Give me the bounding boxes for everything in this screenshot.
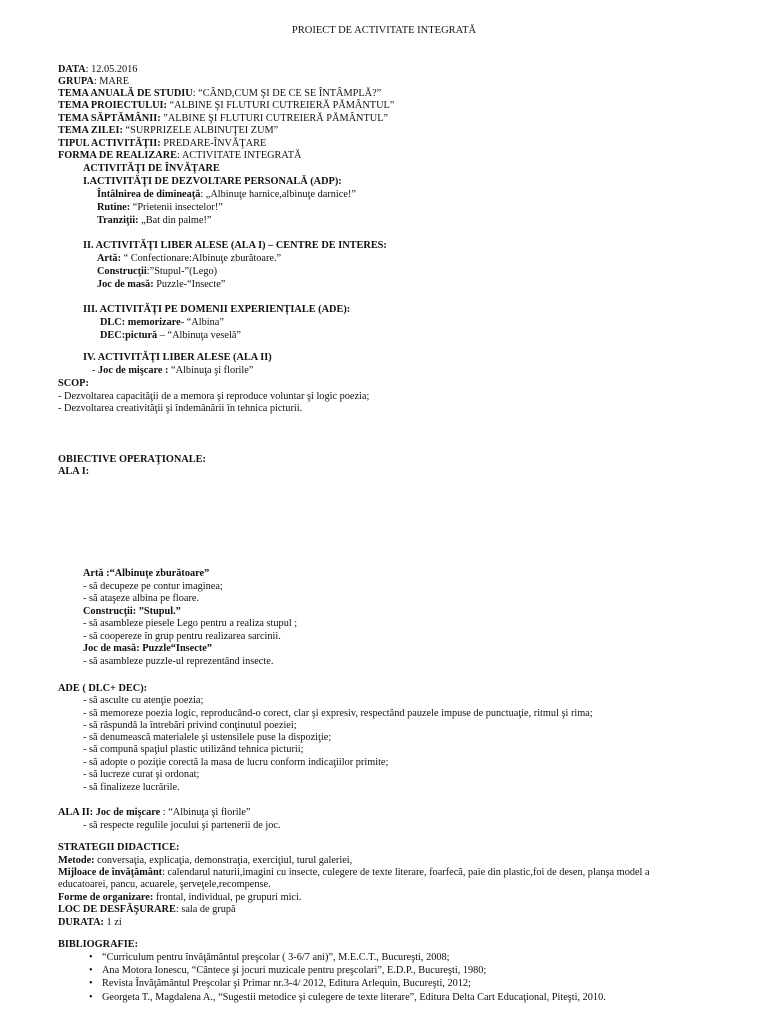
adp-item: Întâlnirea de dimineaţă: „Albinuţe harnice,albinuţe darnice!”: [97, 189, 356, 200]
ade-objective-line: - să compună spaţiul plastic utilizând tehnica picturii;: [83, 744, 304, 755]
header-tema-proiectului: TEMA PROIECTULUI: “ALBINE ŞI FLUTURI CUTREIERĂ PĂMÂNTUL”: [58, 100, 395, 111]
document-title: PROIECT DE ACTIVITATE INTEGRATĂ: [291, 25, 477, 36]
ade-objectives-heading: ADE ( DLC+ DEC):: [58, 683, 148, 694]
adp-heading: I.ACTIVITĂŢI DE DEZVOLTARE PERSONALĂ (ADP):: [83, 176, 342, 187]
objectives-heading: OBIECTIVE OPERAŢIONALE:: [58, 454, 206, 465]
ade-objective-line: - să răspundă la întrebări privind conţinutul poeziei;: [83, 720, 297, 731]
ala2-heading: IV. ACTIVITĂŢI LIBER ALESE (ALA II): [83, 352, 272, 363]
adp-item: Rutine: “Prietenii insectelor!”: [97, 202, 223, 213]
objective-line: - să asambleze piesele Lego pentru a realiza stupul ;: [83, 618, 298, 629]
header-tema-saptamanii: TEMA SĂPTĂMÂNII: ”ALBINE ŞI FLUTURI CUTREIERĂ PĂMÂNTUL”: [58, 113, 389, 124]
header-forma-realizare: FORMA DE REALIZARE: ACTIVITATE INTEGRATĂ: [58, 150, 302, 161]
ade-objective-line: - să finalizeze lucrările.: [83, 782, 180, 793]
objective-line: - să decupeze pe contur imaginea;: [83, 581, 223, 592]
strategies-metode: Metode: conversaţia, explicaţia, demonstraţia, exerciţiul, turul galeriei,: [58, 855, 353, 866]
objective-line: - să asambleze puzzle-ul reprezentând insecte.: [83, 656, 274, 667]
header-date: DATA: 12.05.2016: [58, 64, 138, 75]
header-tipul-activitatii: TIPUL ACTIVITĂŢII: PREDARE-ÎNVĂŢARE: [58, 138, 267, 149]
ade-heading: III. ACTIVITĂŢI PE DOMENII EXPERIENŢIALE (ADE):: [83, 304, 351, 315]
strategies-mijloace-cont: educatoarei, pancu, acuarele, şerveţele,recompense.: [58, 879, 271, 890]
objective-line: - să coopereze în grup pentru realizarea sarcinii.: [83, 631, 281, 642]
ade-objective-line: - să lucreze curat şi ordonat;: [83, 769, 200, 780]
ala1-item: Construcţii:”Stupul-”(Lego): [97, 266, 218, 277]
ala-i-label: ALA I:: [58, 466, 90, 477]
header-tema-anuala: TEMA ANUALĂ DE STUDIU: “CÂND,CUM ŞI DE CE SE ÎNTÂMPLĂ?”: [58, 88, 382, 99]
scop-line: - Dezvoltarea capacităţii de a memora şi reproduce voluntar şi logic poezia;: [58, 391, 370, 402]
ade-objective-line: - să adopte o poziţie corectă la masa de lucru conform indicaţiilor primite;: [83, 757, 389, 768]
objective-title: Joc de masă: Puzzle“Insecte”: [83, 643, 212, 654]
ade-objective-line: - să asculte cu atenţie poezia;: [83, 695, 204, 706]
strategies-mijloace: Mijloace de învăţământ: calendarul naturii,imagini cu insecte, culegere de texte literare, foarfecă, paie din plastic,foi de desen, planşa model a: [58, 867, 650, 878]
ade-objective-line: - să denumească materialele şi ustensilele puse la dispoziţie;: [83, 732, 332, 743]
strategies-durata: DURATA: 1 zi: [58, 917, 122, 928]
ala2-objective-line: - să respecte regulile jocului şi partenerii de joc.: [83, 820, 281, 831]
ala2-objective-heading: ALA II: Joc de mişcare : “Albinuţa şi florile”: [58, 807, 251, 818]
objective-title: Construcţii: ”Stupul.”: [83, 606, 181, 617]
header-tema-zilei: TEMA ZILEI: “SURPRIZELE ALBINUŢEI ZUM”: [58, 125, 279, 136]
ala1-item: Artă: “ Confectionare:Albinuţe zburătoare.”: [97, 253, 282, 264]
ade-item: DLC: memorizare- “Albina”: [100, 317, 224, 328]
ala2-item: - Joc de mişcare : “Albinuţa şi florile”: [92, 365, 254, 376]
bibliography-item: • Ana Motora Ionescu, “Cântece şi jocuri muzicale pentru preşcolari”, E.D.P., Bucureşti, 1980;: [102, 965, 486, 978]
bibliography-item: • “Curriculum pentru învăţământul preşcolar ( 3-6/7 ani)”, M.E.C.T., Bucureşti, 2008;: [102, 952, 450, 965]
adp-item: Tranziţii: „Bat din palme!”: [97, 215, 212, 226]
scop-line: - Dezvoltarea creativităţii şi îndemânării în tehnica picturii.: [58, 403, 303, 414]
activities-heading: ACTIVITĂŢI DE ÎNVĂŢARE: [83, 163, 220, 174]
ala1-heading: II. ACTIVITĂŢI LIBER ALESE (ALA I) – CENTRE DE INTERES:: [83, 240, 387, 251]
bibliography-heading: BIBLIOGRAFIE:: [58, 939, 139, 950]
ade-objective-line: - să memoreze poezia logic, reproducând-o corect, clar şi expresiv, respectând pauzele impuse de punctuaţie, ritmul şi rima;: [83, 708, 593, 719]
ala1-item: Joc de masă: Puzzle-“Insecte”: [97, 279, 226, 290]
bibliography-item: • Revista Învăţământul Preşcolar şi Primar nr.3-4/ 2012, Editura Arlequin, Bucureşti, 2012;: [102, 978, 471, 991]
strategies-forme: Forme de organizare: frontal, individual, pe grupuri mici.: [58, 892, 302, 903]
scop-heading: SCOP:: [58, 378, 89, 389]
bibliography-item: • Georgeta T., Magdalena A., “Sugestii metodice şi culegere de texte literare”, Editura Delta Cart Educaţional, Piteşti, 2010.: [102, 992, 606, 1005]
strategies-loc: LOC DE DESFĂŞURARE: sala de grupă: [58, 904, 236, 915]
ade-item: DEC:pictură – “Albinuţa veselă”: [100, 330, 241, 341]
objective-title: Artă :“Albinuţe zburătoare”: [83, 568, 210, 579]
objective-line: - să ataşeze albina pe floare.: [83, 593, 200, 604]
strategies-heading: STRATEGII DIDACTICE:: [58, 842, 180, 853]
header-grupa: GRUPA: MARE: [58, 76, 130, 87]
